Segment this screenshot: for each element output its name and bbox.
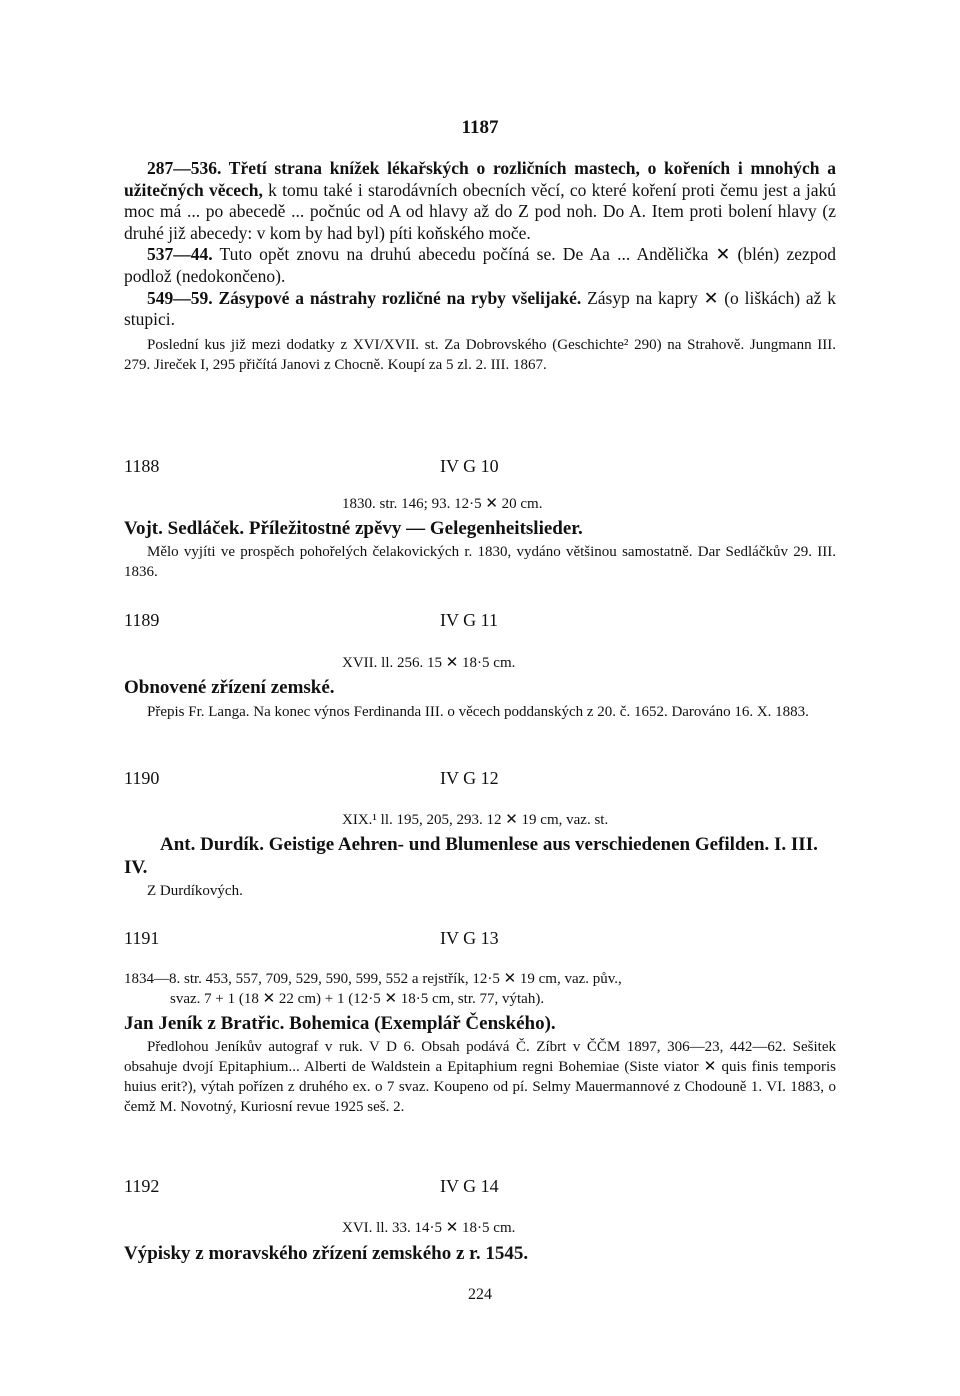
entry-number: 1188 (124, 456, 160, 476)
entry-body-1189 (124, 653, 836, 722)
entry-note: Přepis Fr. Langa. Na konec výnos Ferdinanda III. o věcech poddanských z 20. č. 1652. Darováno 16. X. 1883. (147, 704, 809, 720)
entry-body-1188 (124, 494, 836, 582)
physical-description: 1830. str. 146; 93. 12·5 ✕ 20 cm. (342, 496, 543, 512)
entry-number: 1189 (124, 610, 160, 630)
paragraph-text: Zásyp na kapry ✕ (o liškách) až k stupici. (124, 287, 836, 330)
entry-title: Výpisky z moravského zřízení zemského z r. 1545. (124, 1243, 529, 1264)
entry-body-1192 (124, 1218, 836, 1265)
paragraph-text: k tomu také i starodávních obecních věcí, co které koření proti čemu jest a jakú moc má ... po abecedě ... počnúc od A od hlavy až do Z pod noh. Do A. Item proti bolení hlavy (z druhé již abecedy: v kom by had byl) píti koňského moče. (124, 179, 836, 243)
physical-description: XVI. ll. 33. 14·5 ✕ 18·5 cm. (342, 1220, 516, 1236)
paragraph-287-536 (124, 158, 836, 244)
paragraph-text: Tuto opět znovu na druhú abecedu počíná se. De Aa ... Andělička ✕ (blén) zezpod podlož (nedokončeno). (124, 244, 836, 286)
paragraph-bold-lead: 287—536. Třetí strana knížek lékařských o rozličních mastech, o kořeních i mnohých a užitečných věcech, (124, 158, 836, 200)
entry-number: 1192 (124, 1176, 160, 1196)
entry-header-1191 (124, 928, 836, 952)
entry-title: Vojt. Sedláček. Příležitostné zpěvy — Gelegenheitslieder. (124, 518, 583, 539)
physical-description: XIX.¹ ll. 195, 205, 293. 12 ✕ 19 cm, vaz. st. (342, 812, 609, 828)
entry-title: Obnovené zřízení zemské. (124, 677, 335, 698)
paragraph-bold-lead: 537—44. (147, 244, 213, 265)
entry-number: 1191 (124, 928, 160, 948)
paragraph-549-59 (124, 288, 836, 331)
physical-description-continuation: svaz. 7 + 1 (18 ✕ 22 cm) + 1 (12·5 ✕ 18·5 cm, str. 77, výtah). (170, 991, 545, 1007)
entry-body-1190 (124, 810, 836, 901)
page-folio-number: 224 (468, 1286, 492, 1303)
shelf-mark: IV G 14 (440, 1176, 499, 1196)
entry-title: Ant. Durdík. Geistige Aehren- und Blumenlese aus verschiedenen Gefilden. I. III. IV. (124, 834, 818, 878)
physical-description-line: 1834—8. str. 453, 557, 709, 529, 590, 599, 552 a rejstřík, 12·5 ✕ 19 cm, vaz. pův., (124, 971, 622, 987)
physical-description (124, 969, 836, 1009)
entry-header-1192 (124, 1176, 836, 1200)
entry-note: Předlohou Jeníkův autograf v ruk. V D 6. Obsah podává Č. Zíbrt v ČČM 1897, 306—23, 442—62. Sešitek obsahuje dvojí Epitaphium... Alberti de Waldstein a Epitaphium regni Bohemiae (Siste viator ✕ quis finis temporis huius erit?), výtah pořízen z druhého ex. o 7 svaz. Koupeno od pí. Selmy Mauermannové z Chodouně 1. VI. 1883, o čemž M. Novotný, Kuriosní revue 1925 seš. 2. (124, 1039, 836, 1115)
paragraph-bold-lead: 549—59. Zásypové a nástrahy rozličné na ryby všelijaké. (147, 287, 582, 308)
shelf-mark: IV G 13 (440, 928, 499, 948)
shelf-mark: IV G 10 (440, 456, 499, 476)
shelf-mark: IV G 12 (440, 768, 499, 788)
entry-note: Z Durdíkových. (147, 883, 243, 899)
entry-body-1191 (124, 969, 836, 1117)
shelf-mark: IV G 11 (440, 610, 498, 630)
entry-note: Mělo vyjíti ve prospěch pohořelých čelakovických r. 1830, vydáno většinou samostatně. Dar Sedláčkův 29. III. 1836. (124, 544, 836, 580)
entry-title: Jan Jeník z Bratřic. Bohemica (Exemplář Čenského). (124, 1013, 556, 1034)
physical-description: XVII. ll. 256. 15 ✕ 18·5 cm. (342, 655, 516, 671)
running-head-number: 1187 (461, 117, 499, 138)
paragraph-537-44 (124, 244, 836, 287)
entry-note: Poslední kus již mezi dodatky z XVI/XVII. st. Za Dobrovského (Geschichte² 290) na Strahově. Jungmann III. 279. Jireček I, 295 přičítá Janovi z Chocně. Koupí za 5 zl. 2. III. 1867. (124, 336, 836, 373)
entry-header-1190 (124, 768, 836, 792)
entry-1187-continuation (124, 158, 836, 375)
entry-header-1189 (124, 610, 836, 634)
entry-header-1188 (124, 456, 836, 480)
entry-number: 1190 (124, 768, 160, 788)
